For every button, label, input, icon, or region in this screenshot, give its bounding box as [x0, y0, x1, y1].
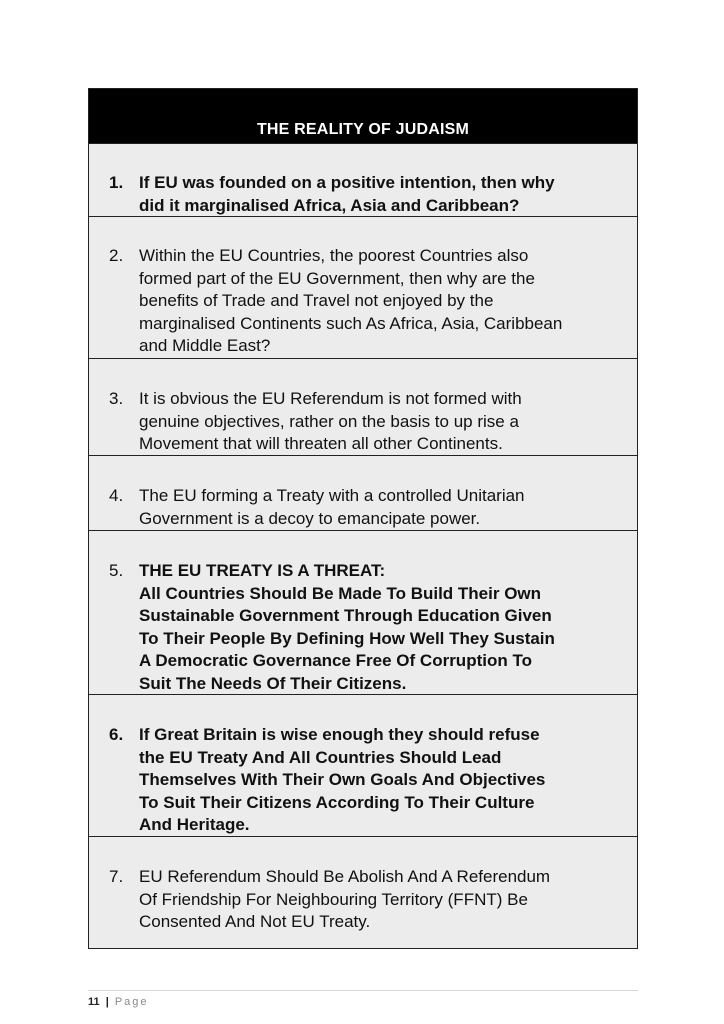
table-row	[89, 455, 637, 530]
item-number: 7.	[109, 867, 124, 886]
item-text: If Great Britain is wise enough they should refuse the EU Treaty And All Countries Should Lead Themselves With Their Own Goals And Objectives To Suit Their Citizens According To Their Culture And Heritage.	[139, 725, 546, 834]
table-row	[89, 836, 637, 948]
page-label: Page	[114, 996, 149, 1008]
table-row	[89, 694, 637, 836]
page-number: 11	[88, 996, 100, 1008]
table-row	[89, 143, 637, 216]
table-row	[89, 216, 637, 358]
table-title: THE REALITY OF JUDAISM	[89, 89, 637, 143]
item-text: The EU forming a Treaty with a controlled Unitarian Government is a decoy to emancipate power.	[139, 486, 525, 528]
item-text: It is obvious the EU Referendum is not formed with genuine objectives, rather on the basis to up rise a Movement that will threaten all other Continents.	[139, 389, 522, 453]
item-text: Within the EU Countries, the poorest Countries also formed part of the EU Government, then why are the benefits of Trade and Travel not enjoyed by the marginalised Continents such As Africa, Asia, Caribbean and Middle East?	[139, 246, 563, 355]
footer-separator: |	[105, 996, 109, 1008]
item-text: THE EU TREATY IS A THREAT: All Countries Should Be Made To Build Their Own Sustainable Government Through Education Given To Their People By Defining How Well They Sustain A Democratic Governance Free Of Corruption To Suit The Needs Of Their Citizens.	[139, 561, 555, 693]
item-text: EU Referendum Should Be Abolish And A Referendum Of Friendship For Neighbouring Territory (FFNT) Be Consented And Not EU Treaty.	[139, 867, 551, 931]
item-number: 3.	[109, 389, 124, 408]
item-number: 6.	[109, 725, 124, 744]
judaism-table	[88, 88, 638, 949]
page-footer	[88, 990, 638, 1008]
item-number: 1.	[109, 173, 124, 192]
item-text: If EU was founded on a positive intention, then why did it marginalised Africa, Asia and Caribbean?	[139, 173, 555, 215]
table-row	[89, 530, 637, 694]
table-row	[89, 358, 637, 455]
item-number: 4.	[109, 486, 124, 505]
item-number: 5.	[109, 561, 124, 580]
item-number: 2.	[109, 246, 124, 265]
